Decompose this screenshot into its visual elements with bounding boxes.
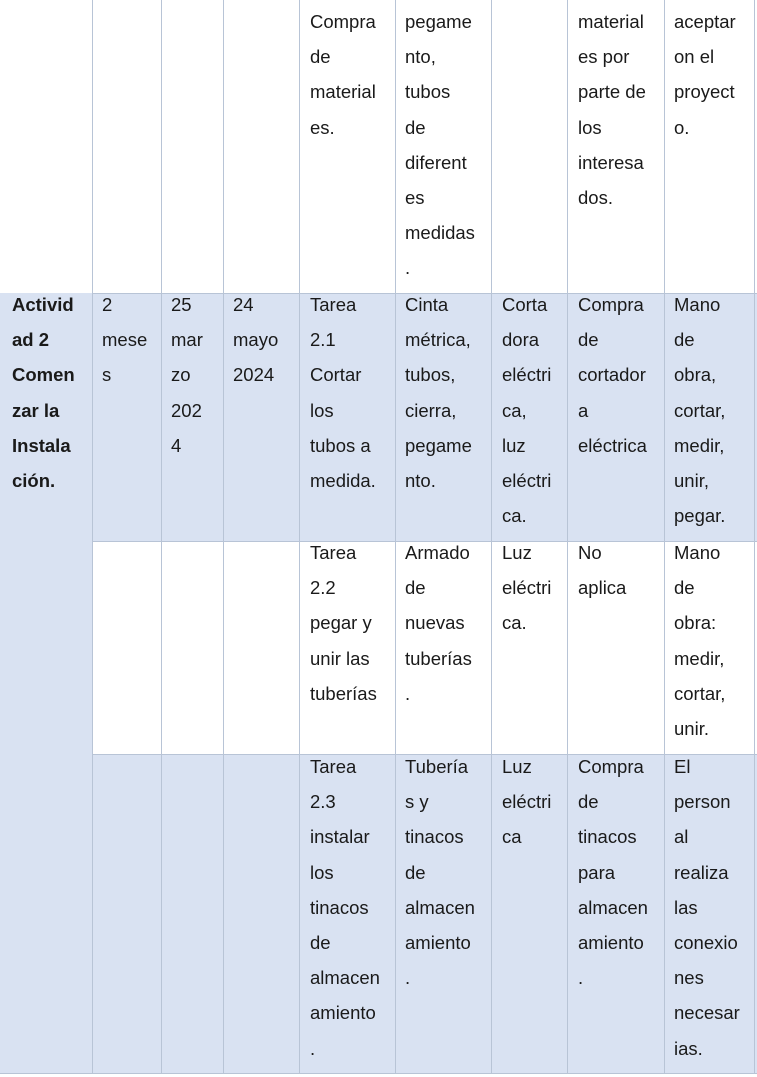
end-date-text: 24 — [233, 294, 254, 315]
cost-cell — [578, 749, 648, 995]
materials-cell — [405, 749, 475, 995]
notes-text: las — [674, 896, 698, 918]
notes-text: de — [674, 329, 695, 351]
notes-text: conexio — [674, 931, 738, 953]
notes-cell — [674, 749, 740, 1066]
materials-text: . — [405, 967, 411, 989]
task-text: 2.1 — [310, 329, 336, 351]
materials-text: nuevas — [405, 612, 465, 634]
end-date-text: mayo — [233, 329, 279, 351]
notes-text: unir, — [674, 469, 709, 491]
column-divider — [754, 0, 755, 1073]
cost-text: de — [578, 791, 599, 813]
tools-text: Luz — [502, 756, 532, 777]
duration-text: 2 — [102, 294, 113, 315]
task-text: . — [310, 1037, 316, 1059]
tools-text: eléctri — [502, 469, 552, 491]
task-text: Cortar — [310, 364, 362, 386]
materials-cell — [405, 4, 475, 286]
task-text: material — [310, 81, 376, 103]
notes-text: pegar. — [674, 505, 726, 527]
tools-text: dora — [502, 329, 540, 351]
task-text: Tarea — [310, 542, 357, 563]
cost-text: material — [578, 11, 644, 32]
materials-text: . — [405, 257, 411, 279]
task-text: medida. — [310, 469, 376, 491]
cost-text: eléctrica — [578, 434, 647, 456]
materials-text: s y — [405, 791, 429, 813]
notes-text: nes — [674, 967, 704, 989]
activity-text: ción. — [12, 469, 56, 491]
notes-text: El — [674, 756, 691, 777]
column-divider — [299, 0, 300, 1073]
notes-text: medir, — [674, 434, 725, 456]
materials-text: Armado — [405, 542, 470, 563]
task-text: tubos a — [310, 434, 371, 456]
tools-text: ca, — [502, 399, 527, 421]
materials-text: nto. — [405, 469, 436, 491]
column-divider — [395, 0, 396, 1073]
cost-text: amiento — [578, 931, 644, 953]
cost-text: para — [578, 861, 616, 883]
materials-text: tuberías — [405, 647, 472, 669]
cost-text: interesa — [578, 151, 644, 173]
task-text: Tarea — [310, 756, 357, 777]
task-text: 2.3 — [310, 791, 336, 813]
notes-text: on el — [674, 46, 715, 68]
activity-text: ad 2 — [12, 329, 50, 351]
task-text: de — [310, 931, 331, 953]
notes-cell — [674, 4, 736, 145]
notes-text: de — [674, 577, 695, 599]
activity-text: zar la — [12, 399, 60, 421]
materials-text: pegame — [405, 11, 472, 32]
cost-text: cortador — [578, 364, 646, 386]
materials-text: Cinta — [405, 294, 449, 315]
notes-text: person — [674, 791, 731, 813]
table-bottom-border — [0, 1073, 757, 1074]
task-text: Tarea — [310, 294, 357, 315]
notes-text: al — [674, 826, 689, 848]
cost-cell — [578, 535, 626, 605]
cost-text: No — [578, 542, 602, 563]
notes-text: ias. — [674, 1037, 703, 1059]
materials-text: cierra, — [405, 399, 457, 421]
column-divider — [491, 0, 492, 1073]
materials-text: amiento — [405, 931, 471, 953]
materials-text: es — [405, 186, 425, 208]
tools-text: ca. — [502, 505, 527, 527]
column-divider — [92, 0, 93, 1073]
task-text: 2.2 — [310, 577, 336, 599]
materials-text: de — [405, 577, 426, 599]
cost-cell — [578, 4, 646, 215]
notes-text: o. — [674, 116, 690, 138]
task-text: amiento — [310, 1002, 376, 1024]
notes-text: cortar, — [674, 399, 726, 421]
cost-text: de — [578, 329, 599, 351]
materials-text: tubos, — [405, 364, 456, 386]
tools-cell — [502, 535, 551, 641]
column-divider — [567, 0, 568, 1073]
notes-cell — [674, 287, 725, 533]
materials-text: Tubería — [405, 756, 469, 777]
task-cell — [310, 287, 376, 498]
tools-cell — [502, 749, 551, 855]
activity-cell — [12, 287, 75, 498]
cost-text: Compra — [578, 294, 644, 315]
cost-text: tinacos — [578, 826, 637, 848]
tools-text: ca. — [502, 612, 527, 634]
cost-text: a — [578, 399, 589, 421]
column-divider — [161, 0, 162, 1073]
start-date-text: 25 — [171, 294, 192, 315]
cost-text: aplica — [578, 577, 627, 599]
materials-text: nto, — [405, 46, 436, 68]
tools-text: eléctri — [502, 364, 552, 386]
tools-text: Corta — [502, 294, 548, 315]
cost-text: dos. — [578, 186, 613, 208]
cost-text: almacen — [578, 896, 648, 918]
materials-text: de — [405, 861, 426, 883]
materials-text: de — [405, 116, 426, 138]
cost-cell — [578, 287, 647, 463]
task-text: pegar y — [310, 612, 372, 634]
notes-text: Mano — [674, 294, 721, 315]
tools-text: Luz — [502, 542, 532, 563]
cost-text: Compra — [578, 756, 644, 777]
start-date-text: mar — [171, 329, 203, 351]
start-date-cell — [171, 287, 203, 463]
task-text: Compra — [310, 11, 376, 32]
task-text: de — [310, 46, 331, 68]
notes-text: proyect — [674, 81, 735, 103]
duration-text: mese — [102, 329, 148, 351]
task-cell — [310, 4, 376, 145]
duration-text: s — [102, 364, 112, 386]
task-cell — [310, 749, 380, 1066]
cost-text: los — [578, 116, 602, 138]
cost-text: es por — [578, 46, 630, 68]
notes-text: obra: — [674, 612, 717, 634]
notes-text: unir. — [674, 717, 709, 739]
activity-cell-merged-bg — [0, 541, 92, 754]
task-text: tinacos — [310, 896, 369, 918]
tools-text: luz — [502, 434, 526, 456]
start-date-text: 202 — [171, 399, 202, 421]
cost-text: parte de — [578, 81, 646, 103]
start-date-text: zo — [171, 364, 191, 386]
task-text: los — [310, 861, 334, 883]
notes-text: obra, — [674, 364, 717, 386]
cost-text: . — [578, 967, 584, 989]
notes-text: realiza — [674, 861, 729, 883]
column-divider — [664, 0, 665, 1073]
materials-text: . — [405, 682, 411, 704]
materials-text: tubos — [405, 81, 451, 103]
materials-text: pegame — [405, 434, 472, 456]
task-text: tuberías — [310, 682, 377, 704]
materials-cell — [405, 287, 472, 498]
notes-text: Mano — [674, 542, 721, 563]
tools-text: eléctri — [502, 577, 552, 599]
start-date-text: 4 — [171, 434, 182, 456]
end-date-cell — [233, 287, 278, 393]
tools-text: ca — [502, 826, 522, 848]
tools-text: eléctri — [502, 791, 552, 813]
tools-cell — [502, 287, 551, 533]
materials-text: medidas — [405, 222, 475, 244]
duration-cell — [102, 287, 147, 393]
task-text: unir las — [310, 647, 370, 669]
column-divider — [223, 0, 224, 1073]
task-cell — [310, 535, 377, 711]
activity-text: Activid — [12, 294, 74, 315]
notes-cell — [674, 535, 725, 746]
task-text: almacen — [310, 967, 380, 989]
task-text: los — [310, 399, 334, 421]
notes-text: medir, — [674, 647, 725, 669]
materials-text: diferent — [405, 151, 467, 173]
materials-text: métrica, — [405, 329, 471, 351]
notes-text: cortar, — [674, 682, 726, 704]
task-text: instalar — [310, 826, 370, 848]
materials-text: almacen — [405, 896, 475, 918]
activity-text: Instala — [12, 434, 71, 456]
notes-text: aceptar — [674, 11, 736, 32]
materials-cell — [405, 535, 472, 711]
end-date-text: 2024 — [233, 364, 275, 386]
task-text: es. — [310, 116, 335, 138]
materials-text: tinacos — [405, 826, 464, 848]
activity-text: Comen — [12, 364, 75, 386]
notes-text: necesar — [674, 1002, 740, 1024]
